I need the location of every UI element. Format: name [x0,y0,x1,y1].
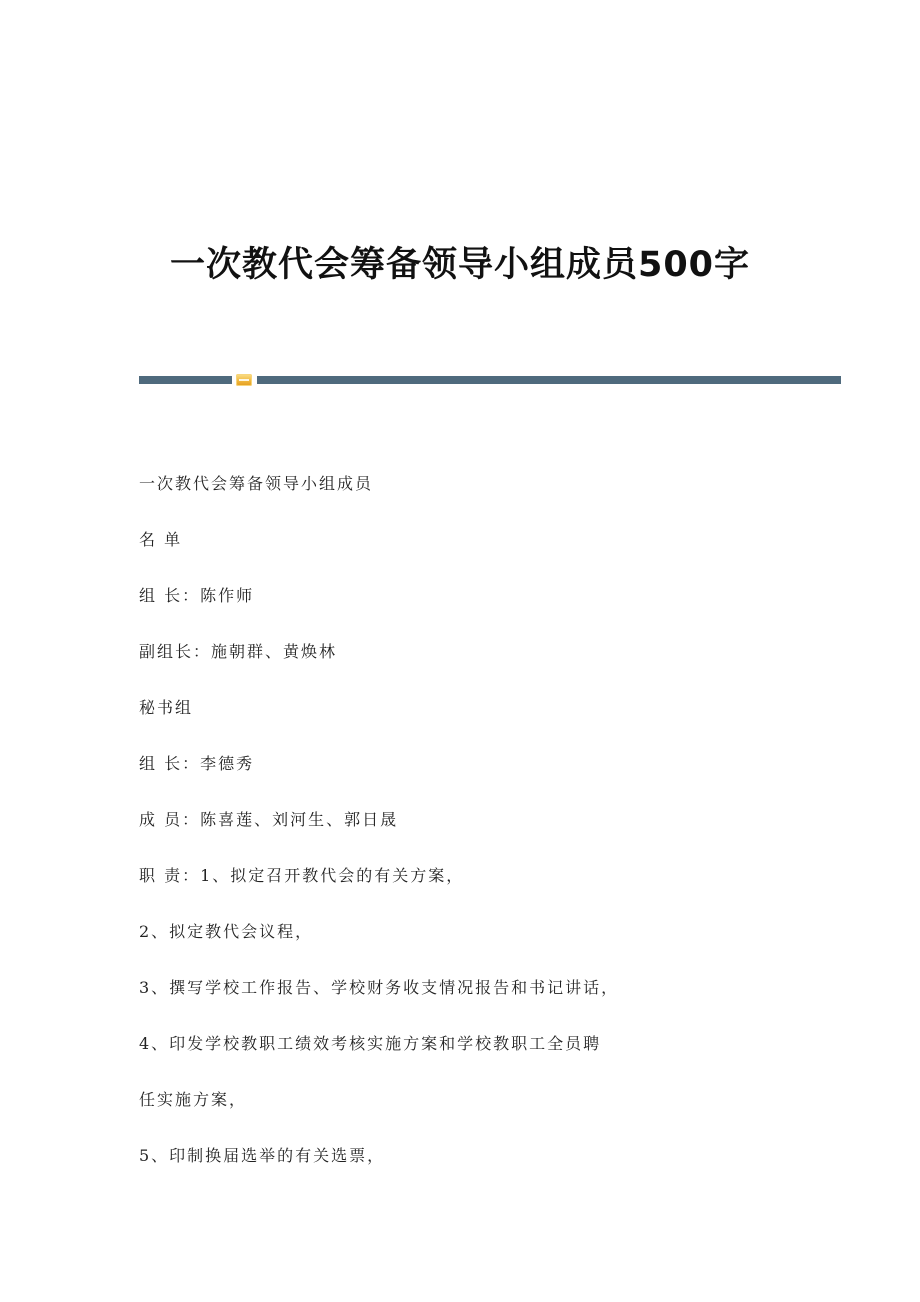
page-title: 一次教代会筹备领导小组成员500字 [169,245,751,286]
body-line: 4、印发学校教职工绩效考核实施方案和学校教职工全员聘 [139,1034,602,1053]
body-line: 一次教代会筹备领导小组成员 [139,474,374,493]
body-line: 副组长：施朝群、黄焕林 [139,642,338,661]
body-line: 任实施方案， [139,1090,248,1109]
body-line: 成 员：陈喜莲、刘河生、郭日晟 [139,810,399,829]
body-line: 组 长：陈作师 [139,586,255,605]
body-line: 名 单 [139,530,183,549]
body-line: 2、拟定教代会议程， [139,922,314,941]
body-line: 5、印制换届选举的有关选票， [139,1146,386,1165]
body-line: 组 长：李德秀 [139,754,255,773]
body-line: 秘书组 [139,698,194,717]
title-divider [139,374,841,386]
divider-bar-right [257,376,841,384]
divider-ornament-icon [236,374,252,386]
divider-bar-left [139,376,232,384]
body-line: 3、撰写学校工作报告、学校财务收支情况报告和书记讲话， [139,978,620,997]
body-line: 职 责：1、拟定召开教代会的有关方案， [139,866,465,885]
